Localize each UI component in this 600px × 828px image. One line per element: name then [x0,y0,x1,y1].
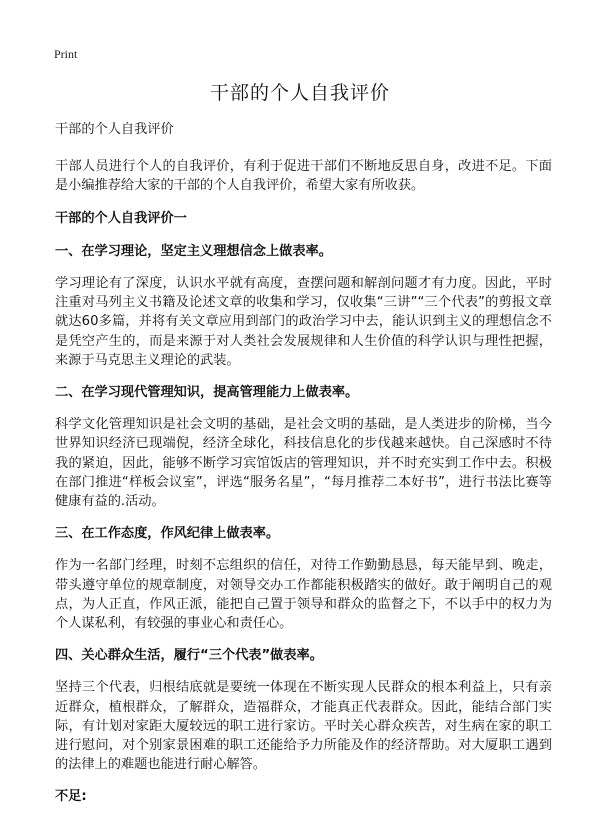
article-body [55,120,552,807]
section-body-4: 坚持三个代表，归根结底就是要统一体现在不断实现人民群众的根本利益上，只有亲近群众，植根群众，了解群众，造福群众，才能真正代表群众。因此，能结合部门实际，有计划对家距大厦较远的职工进行家访。平时关心群众疾苦，对生病在家的职工进行慰问，对个别家景困难的职工还能给予力所能及作的经济帮助。对大厦职工遇到的法律上的难题也能进行耐心解答。 [55,680,552,773]
print-link[interactable]: Print [54,47,78,61]
section-heading-4: 四、关心群众生活，履行“三个代表”做表率。 [55,648,323,664]
sample-heading: 干部的个人自我评价一 [55,210,187,226]
section-heading-2: 二、在学习现代管理知识，提高管理能力上做表率。 [55,385,359,401]
section-body-1: 学习理论有了深度，认识水平就有高度，查摆问题和解剖问题才有力度。因此，平时注重对马列主义书籍及论述文章的收集和学习，仅收集“三讲”“三个代表”的剪报文章就达60多篇，并将有关文章应用到部门的政治学习中去，能认识到主义的理想信念不是凭空产生的，而是来源于对人类社会发展规律和人生价值的科学认识与理性把握，来源于马克思主义理论的武装。 [55,276,552,368]
section-heading-3: 三、在工作态度，作风纪律上做表率。 [55,526,280,542]
page-title: 干部的个人自我评价 [209,82,390,104]
article-subtitle: 干部的个人自我评价 [55,122,174,137]
section-body-3: 作为一名部门经理，时刻不忘组织的信任，对待工作勤勤恳恳，每天能早到、晚走，带头遵守单位的规章制度，对领导交办工作都能积极踏实的做好。敢于阐明自己的观点，为人正直，作风正派，能把自己置于领导和群众的监督之下，不以手中的权力为个人谋私利，有较强的事业心和责任心。 [55,558,552,632]
intro-paragraph: 干部人员进行个人的自我评价，有利于促进干部们不断地反思自身，改进不足。下面是小编推荐给大家的干部的个人自我评价，希望大家有所收获。 [55,159,552,194]
section-heading-1: 一、在学习理论，坚定主义理想信念上做表率。 [55,243,332,259]
section-body-2: 科学文化管理知识是社会文明的基础，是社会文明的基础，是人类进步的阶梯，当今世界知识经济已现端倪，经济全球化，科技信息化的步伐越来越快。自己深感时不待我的紧迫，因此，能够不断学习宾馆饭店的管理知识，并不时充实到工作中去。积极在部门推进“样板会议室”，评选“服务名星”，“每月推荐二本好书”，进行书法比赛等健康有益的.活动。 [55,417,552,510]
shortcomings-heading: 不足: [55,789,87,805]
